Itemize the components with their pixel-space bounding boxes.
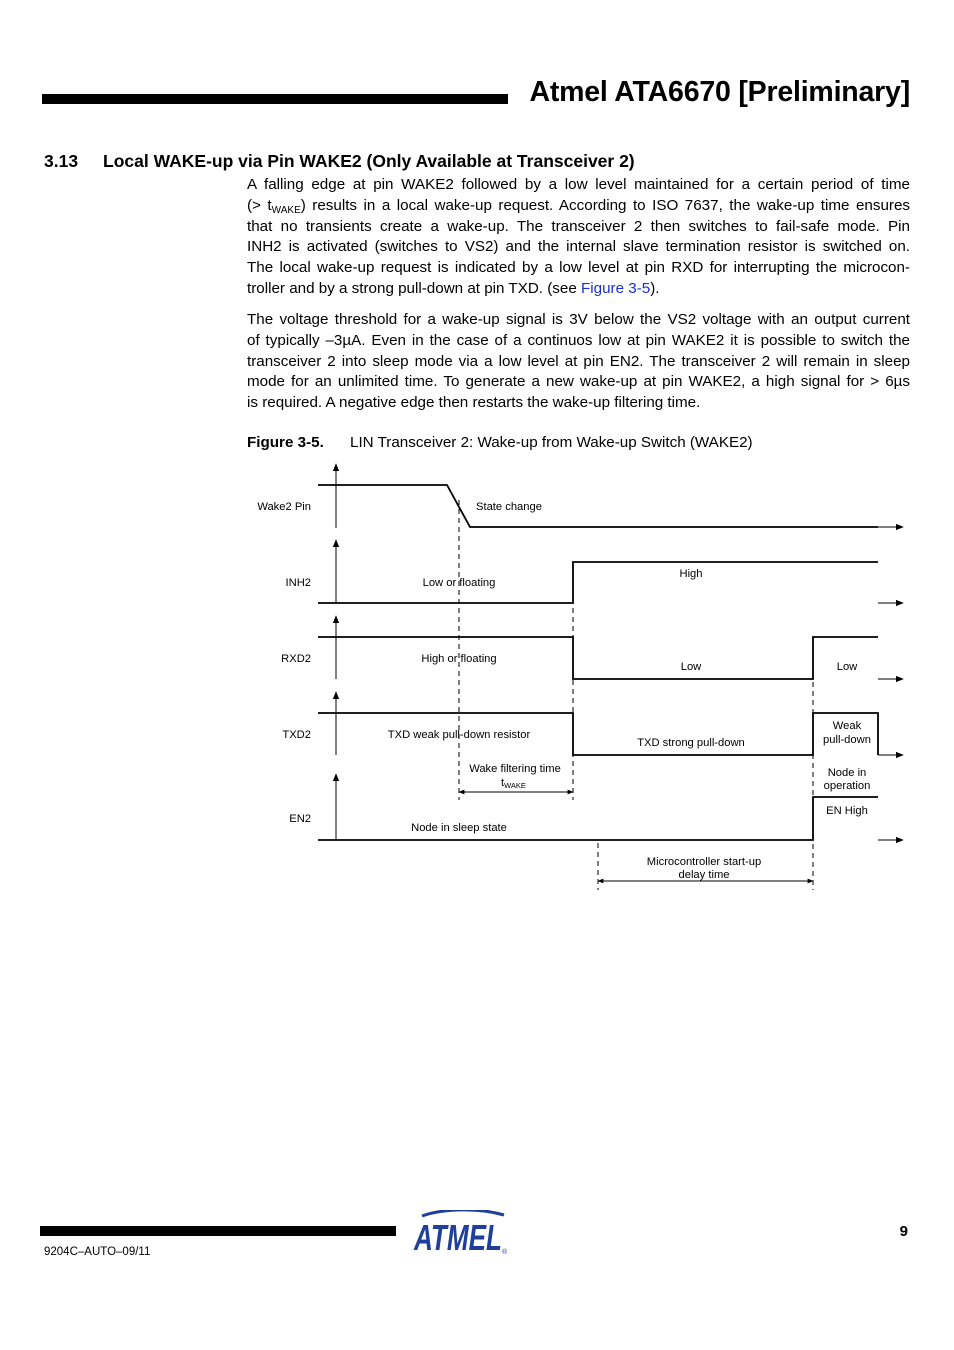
text-line: troller and by a strong pull-down at pin TXD. (see Figure 3-5). [247, 279, 660, 297]
node-operation-label-line1: Node in [827, 767, 867, 779]
signal-label-wake2: Wake2 Pin [257, 501, 311, 513]
twake-label: Wake filtering time [469, 763, 561, 775]
page-number: 9 [899, 1223, 908, 1240]
logo-wordmark: ATMEL [413, 1217, 502, 1258]
section-number: 3.13 [44, 151, 79, 171]
footer-rule [40, 1226, 396, 1236]
startup-delay-label-line2: delay time [678, 869, 730, 881]
text-line: of typically –3µA. Even in the case of a continuos low at pin WAKE2 it is possible to switch the [247, 331, 910, 349]
text-line: The voltage threshold for a wake-up signal is 3V below the VS2 voltage with an output current [247, 311, 910, 328]
text-line: A falling edge at pin WAKE2 followed by a low level maintained for a certain period of time [247, 176, 910, 193]
figure-title: LIN Transceiver 2: Wake-up from Wake-up Switch (WAKE2) [350, 434, 753, 451]
figure-link[interactable]: Figure 3-5 [581, 279, 651, 297]
en2-after-label: EN High [826, 805, 868, 817]
rxd2-before-label: High or floating [421, 653, 497, 665]
signal-label-txd2: TXD2 [282, 729, 311, 741]
document-code: 9204C–AUTO–09/11 [44, 1246, 151, 1258]
inh2-after-label: High [679, 568, 703, 580]
startup-delay-label-line1: Microcontroller start-up [646, 856, 762, 868]
text-line: mode for an unlimited time. To generate a new wake-up at pin WAKE2, a high signal for > 6µs [247, 373, 910, 391]
signal-label-inh2: INH2 [285, 577, 311, 589]
figure-label: Figure 3-5. [247, 434, 324, 451]
txd2-final-label-line2: pull-down [823, 734, 871, 746]
wake2-waveform [318, 485, 878, 527]
twake-symbol: tWAKE [501, 777, 526, 790]
text-line: is required. A negative edge then restarts the wake-up filtering time. [247, 394, 701, 412]
text-line: that no transients create a wake-up. The transceiver 2 then switches to fail-safe mode. Pin [247, 217, 910, 235]
inh2-before-label: Low or floating [422, 577, 496, 589]
section-title: Local WAKE-up via Pin WAKE2 (Only Available at Transceiver 2) [103, 151, 635, 171]
state-change-label: State change [476, 501, 542, 513]
subscript: WAKE [271, 204, 301, 216]
txd2-final-label-line1: Weak [832, 720, 862, 732]
inh2-waveform [318, 562, 878, 603]
signal-label-rxd2: RXD2 [281, 653, 311, 665]
text-line: The local wake-up request is indicated by a low level at pin RXD for interrupting the microcon- [247, 259, 910, 277]
logo-swoosh [422, 1210, 504, 1216]
en2-waveform [318, 797, 878, 840]
txd2-before-label: TXD weak pull-down resistor [387, 729, 531, 741]
atmel-logo [410, 1210, 510, 1258]
signal-label-en2: EN2 [289, 813, 311, 825]
text-line: (> $t_{WAKE}$) results in a local wake-up request. According to ISO 7637, the wake-up time ensures [247, 196, 911, 216]
txd2-after-label: TXD strong pull-down [637, 737, 745, 749]
text-line: INH2 is activated (switches to VS2) and the internal slave termination resistor is switched on. [247, 238, 910, 256]
rxd2-final-label: Low [836, 661, 858, 673]
text-line: transceiver 2 into sleep mode via a low level at pin EN2. The transceiver 2 will remain in sleep [247, 352, 910, 370]
document-title: Atmel ATA6670 [Preliminary] [529, 76, 910, 108]
registered-mark: ® [502, 1249, 508, 1256]
en2-before-label: Node in sleep state [411, 822, 507, 834]
rxd2-after-label: Low [680, 661, 702, 673]
node-operation-label-line2: operation [823, 780, 871, 792]
rxd2-waveform [318, 637, 878, 679]
